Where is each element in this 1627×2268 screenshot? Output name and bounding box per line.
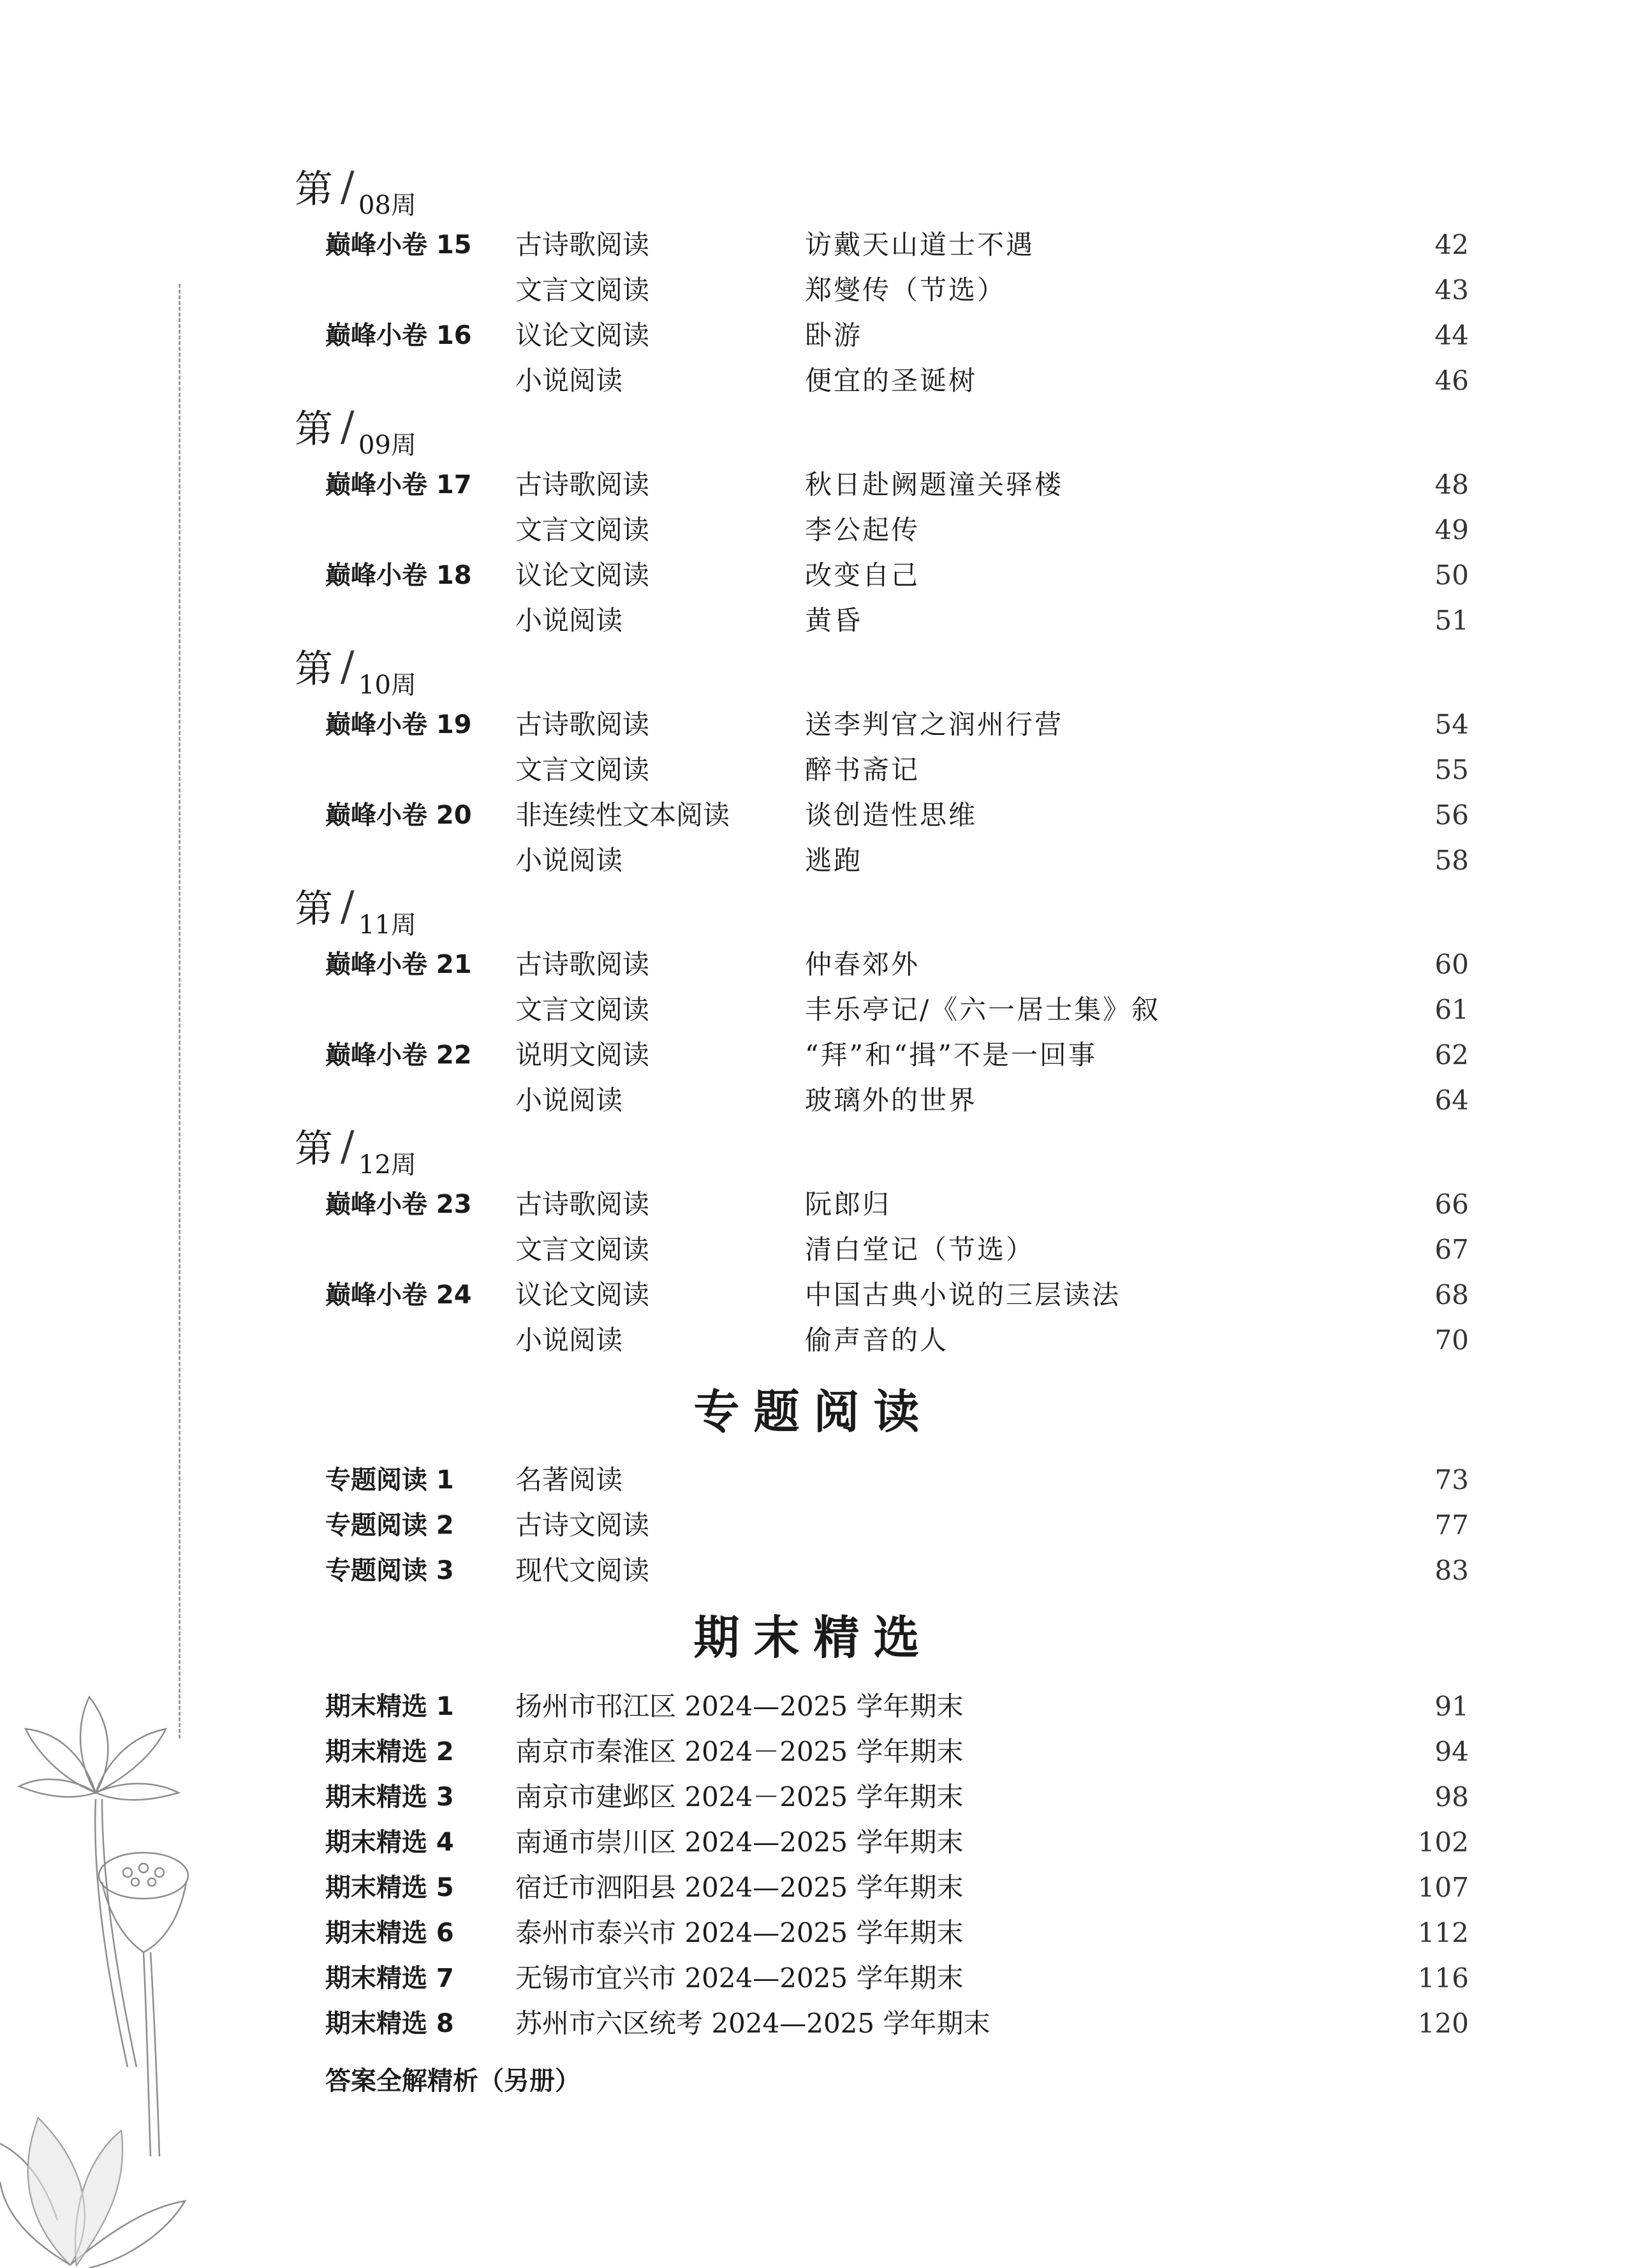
entry-title: 送李判官之润州行营 bbox=[805, 709, 1064, 740]
toc-row bbox=[0, 751, 1627, 789]
toc-row bbox=[0, 271, 1627, 309]
entry-label: 期末精选 1 bbox=[325, 1692, 454, 1721]
entry-genre: 古诗歌阅读 bbox=[515, 709, 650, 740]
week-prefix: 第 bbox=[295, 167, 333, 212]
entry-page-number: 83 bbox=[1434, 1555, 1469, 1586]
entry-page-number: 68 bbox=[1434, 1279, 1469, 1310]
entry-label: 巅峰小卷 20 bbox=[325, 801, 472, 830]
entry-label: 巅峰小卷 17 bbox=[325, 470, 472, 500]
toc-row bbox=[0, 1778, 1627, 1816]
entry-page-number: 46 bbox=[1434, 365, 1469, 396]
entry-page-number: 44 bbox=[1434, 320, 1469, 351]
entry-page-number: 64 bbox=[1434, 1085, 1469, 1116]
toc-row bbox=[0, 1506, 1627, 1545]
toc-row bbox=[0, 1185, 1627, 1224]
entry-genre: 文言文阅读 bbox=[515, 754, 650, 785]
entry-label: 巅峰小卷 22 bbox=[325, 1041, 472, 1070]
entry-title: 阮郎归 bbox=[805, 1189, 892, 1220]
entry-label: 巅峰小卷 16 bbox=[325, 321, 472, 350]
week-slash: / bbox=[341, 643, 355, 690]
entry-genre: 文言文阅读 bbox=[515, 1234, 650, 1265]
entry-title: 仲春郊外 bbox=[805, 949, 920, 980]
week-slash: / bbox=[341, 403, 355, 450]
toc-row bbox=[0, 226, 1627, 264]
week-prefix: 第 bbox=[295, 647, 333, 692]
entry-page-number: 56 bbox=[1434, 799, 1469, 831]
entry-page-number: 51 bbox=[1434, 605, 1469, 636]
entry-genre: 小说阅读 bbox=[515, 365, 623, 396]
toc-row bbox=[0, 1231, 1627, 1269]
entry-label: 巅峰小卷 15 bbox=[325, 230, 472, 260]
entry-title: “拜”和“揖”不是一回事 bbox=[805, 1039, 1097, 1071]
entry-genre: 议论文阅读 bbox=[515, 560, 650, 591]
entry-genre: 名著阅读 bbox=[515, 1464, 623, 1495]
entry-page-number: 48 bbox=[1434, 469, 1469, 500]
toc-row bbox=[0, 1959, 1627, 1997]
entry-genre: 小说阅读 bbox=[515, 845, 623, 876]
entry-genre: 小说阅读 bbox=[515, 605, 623, 636]
entry-title: 中国古典小说的三层读法 bbox=[805, 1279, 1121, 1310]
entry-page-number: 107 bbox=[1417, 1872, 1469, 1903]
entry-label: 期末精选 3 bbox=[325, 1783, 454, 1812]
entry-label: 期末精选 5 bbox=[325, 1873, 454, 1902]
entry-label: 期末精选 7 bbox=[325, 1964, 454, 1993]
entry-genre: 南通市崇川区 2024—2025 学年期末 bbox=[515, 1827, 964, 1858]
entry-label: 专题阅读 3 bbox=[325, 1556, 454, 1585]
entry-page-number: 58 bbox=[1434, 845, 1469, 876]
toc-row bbox=[0, 991, 1627, 1029]
week-prefix: 第 bbox=[295, 1127, 333, 1171]
entry-genre: 宿迁市泗阳县 2024—2025 学年期末 bbox=[515, 1872, 964, 1903]
entry-page-number: 73 bbox=[1434, 1464, 1469, 1495]
toc-row bbox=[0, 706, 1627, 744]
entry-title: 卧游 bbox=[805, 320, 863, 351]
entry-page-number: 102 bbox=[1417, 1827, 1469, 1858]
entry-page-number: 43 bbox=[1434, 274, 1469, 306]
entry-title: 改变自己 bbox=[805, 560, 920, 591]
entry-label: 专题阅读 2 bbox=[325, 1511, 454, 1540]
entry-genre: 泰州市泰兴市 2024—2025 学年期末 bbox=[515, 1917, 964, 1948]
entry-label: 期末精选 2 bbox=[325, 1737, 454, 1767]
entry-genre: 非连续性文本阅读 bbox=[515, 799, 730, 831]
entry-genre: 古诗歌阅读 bbox=[515, 229, 650, 260]
toc-row bbox=[0, 1823, 1627, 1862]
entry-genre: 现代文阅读 bbox=[515, 1555, 650, 1586]
entry-title: 逃跑 bbox=[805, 845, 863, 876]
entry-genre: 文言文阅读 bbox=[515, 274, 650, 306]
entry-label: 期末精选 4 bbox=[325, 1828, 454, 1857]
entry-genre: 小说阅读 bbox=[515, 1324, 623, 1356]
entry-page-number: 70 bbox=[1434, 1324, 1469, 1356]
toc-row bbox=[0, 1081, 1627, 1120]
toc-row bbox=[0, 1733, 1627, 1771]
toc-row bbox=[0, 1036, 1627, 1074]
entry-label: 巅峰小卷 18 bbox=[325, 561, 472, 590]
entry-title: 清白堂记（节选） bbox=[805, 1234, 1035, 1265]
week-slash: / bbox=[341, 163, 355, 211]
answer-note: 答案全解精析（另册） bbox=[325, 2066, 580, 2096]
entry-label: 期末精选 6 bbox=[325, 1918, 454, 1948]
entry-page-number: 94 bbox=[1434, 1736, 1469, 1767]
entry-page-number: 77 bbox=[1434, 1509, 1469, 1541]
toc-row bbox=[0, 1321, 1627, 1360]
entry-page-number: 61 bbox=[1434, 994, 1469, 1025]
toc-row bbox=[0, 2005, 1627, 2043]
entry-genre: 苏州市六区统考 2024—2025 学年期末 bbox=[515, 2008, 990, 2039]
week-number: 08周 bbox=[358, 191, 416, 220]
toc-row bbox=[0, 841, 1627, 880]
toc-row bbox=[0, 602, 1627, 640]
week-prefix: 第 bbox=[295, 887, 333, 931]
entry-page-number: 67 bbox=[1434, 1234, 1469, 1265]
entry-title: 秋日赴阙题潼关驿楼 bbox=[805, 469, 1064, 500]
toc-row bbox=[0, 1461, 1627, 1499]
entry-genre: 古诗歌阅读 bbox=[515, 1189, 650, 1220]
entry-title: 便宜的圣诞树 bbox=[805, 365, 978, 396]
entry-label: 巅峰小卷 21 bbox=[325, 950, 472, 979]
entry-page-number: 112 bbox=[1417, 1917, 1469, 1948]
entry-label: 巅峰小卷 19 bbox=[325, 710, 472, 739]
entry-page-number: 116 bbox=[1417, 1962, 1469, 1994]
toc-row bbox=[0, 362, 1627, 400]
entry-page-number: 49 bbox=[1434, 514, 1469, 545]
entry-genre: 议论文阅读 bbox=[515, 1279, 650, 1310]
week-number: 10周 bbox=[358, 671, 416, 700]
section-title-final: 期末精选 bbox=[693, 1611, 934, 1664]
entry-genre: 议论文阅读 bbox=[515, 320, 650, 351]
section-title-topic: 专题阅读 bbox=[693, 1385, 934, 1439]
entry-page-number: 50 bbox=[1434, 560, 1469, 591]
entry-title: 偷声音的人 bbox=[805, 1324, 949, 1356]
entry-genre: 南京市秦淮区 2024－2025 学年期末 bbox=[515, 1736, 964, 1767]
entry-genre: 古诗歌阅读 bbox=[515, 469, 650, 500]
entry-page-number: 98 bbox=[1434, 1781, 1469, 1812]
week-number: 12周 bbox=[358, 1150, 416, 1180]
entry-page-number: 60 bbox=[1434, 949, 1469, 980]
toc-row bbox=[0, 945, 1627, 984]
entry-label: 专题阅读 1 bbox=[325, 1465, 454, 1495]
week-prefix: 第 bbox=[295, 407, 333, 452]
entry-genre: 文言文阅读 bbox=[515, 514, 650, 545]
toc-row bbox=[0, 466, 1627, 504]
entry-label: 巅峰小卷 24 bbox=[325, 1280, 472, 1310]
toc-row bbox=[0, 1869, 1627, 1907]
entry-page-number: 54 bbox=[1434, 709, 1469, 740]
entry-genre: 小说阅读 bbox=[515, 1085, 623, 1116]
entry-page-number: 62 bbox=[1434, 1039, 1469, 1071]
entry-genre: 南京市建邺区 2024－2025 学年期末 bbox=[515, 1781, 964, 1812]
entry-title: 醉书斋记 bbox=[805, 754, 920, 785]
entry-genre: 古诗歌阅读 bbox=[515, 949, 650, 980]
toc-row bbox=[0, 1687, 1627, 1726]
entry-page-number: 120 bbox=[1417, 2008, 1469, 2039]
week-number: 09周 bbox=[358, 431, 416, 460]
toc-row bbox=[0, 1914, 1627, 1952]
entry-page-number: 66 bbox=[1434, 1189, 1469, 1220]
toc-row bbox=[0, 511, 1627, 549]
toc-row bbox=[0, 556, 1627, 595]
entry-page-number: 42 bbox=[1434, 229, 1469, 260]
entry-title: 黄昏 bbox=[805, 605, 863, 636]
entry-title: 丰乐亭记/《六一居士集》叙 bbox=[805, 994, 1161, 1025]
week-slash: / bbox=[341, 1123, 355, 1170]
entry-genre: 扬州市邗江区 2024—2025 学年期末 bbox=[515, 1691, 964, 1722]
entry-genre: 古诗文阅读 bbox=[515, 1509, 650, 1541]
entry-title: 李公起传 bbox=[805, 514, 920, 545]
entry-title: 谈创造性思维 bbox=[805, 799, 978, 831]
toc-row bbox=[0, 1552, 1627, 1590]
toc-row bbox=[0, 796, 1627, 834]
toc-row bbox=[0, 316, 1627, 355]
toc-row bbox=[0, 1276, 1627, 1314]
entry-label: 巅峰小卷 23 bbox=[325, 1190, 472, 1219]
entry-genre: 说明文阅读 bbox=[515, 1039, 650, 1071]
week-number: 11周 bbox=[358, 910, 416, 940]
entry-title: 玻璃外的世界 bbox=[805, 1085, 978, 1116]
week-slash: / bbox=[341, 883, 355, 930]
entry-label: 期末精选 8 bbox=[325, 2009, 454, 2038]
entry-page-number: 91 bbox=[1434, 1691, 1469, 1722]
entry-genre: 文言文阅读 bbox=[515, 994, 650, 1025]
entry-title: 郑燮传（节选） bbox=[805, 274, 1006, 306]
entry-title: 访戴天山道士不遇 bbox=[805, 229, 1035, 260]
entry-page-number: 55 bbox=[1434, 754, 1469, 785]
entry-genre: 无锡市宜兴市 2024—2025 学年期末 bbox=[515, 1962, 964, 1994]
